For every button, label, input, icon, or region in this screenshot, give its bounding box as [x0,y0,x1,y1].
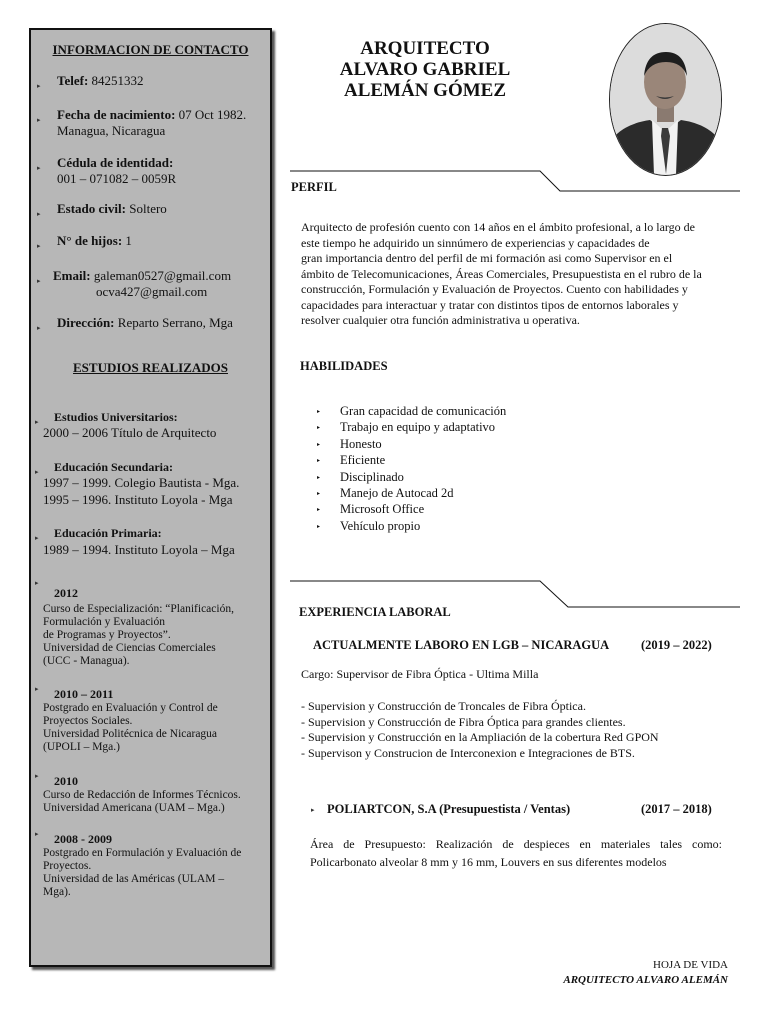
job1-tasks [301,699,659,761]
children-item: N° de hijos: 1 [57,233,132,248]
footer-name: ARQUITECTO ALVARO ALEMÁN [563,974,728,986]
list-item: - Supervision y Construcción en la Ampliación de la cobertura Red GPON [301,730,659,744]
id-item: Cédula de identidad: 001 – 071082 – 0059R [57,155,177,186]
job1-years: (2019 – 2022) [641,638,712,652]
bullet-icon: ▸ [35,685,39,693]
job1-role: Cargo: Supervisor de Fibra Óptica - Ultima Milla [301,667,539,681]
civil-item: Estado civil: Soltero [57,201,167,216]
bullet-icon: ▸ [35,830,39,838]
course-year: 2010 [54,774,78,788]
bullet-icon: ▸ [37,116,41,124]
list-item: ▸ Gran capacidad de comunicación [317,403,506,419]
experience-heading: EXPERIENCIA LABORAL [299,605,451,619]
course-details: Postgrado en Formulación y Evaluación de Proyectos. Universidad de las Américas (ULAM – Mga). [43,847,242,898]
bullet-icon: ▸ [35,579,39,587]
job2-line-2: Policarbonato alveolar 8 mm y 16 mm, Louvers en sus diferentes modelos [310,855,667,869]
uni-label: Estudios Universitarios: [54,410,178,424]
address-item: Dirección: Reparto Serrano, Mga [57,315,233,330]
bullet-icon: ▸ [35,534,39,542]
prim-label: Educación Primaria: [54,526,162,540]
email-item: Email: galeman0527@gmail.com [53,268,232,283]
uni-value: 2000 – 2006 Título de Arquitecto [43,425,217,440]
course-details: Postgrado en Evaluación y Control de Proyectos Sociales. Universidad Politécnica de Nicaragua (UPOLI – Mga.) [43,702,218,753]
profile-text: Arquitecto de profesión cuento con 14 años en el ámbito profesional, a lo largo de este tiempo he adquirido un sinnúmero de experiencias y capacidades de gran importancia dentro del perfil de mi formación asi como Supervisor en el ámbito de Telecomunicaciones, Áreas Comerciales, Presupuestista en el rubro de la construcción, Formulación y Evaluación de Proyectos. Cuento con habilidades y capacidades para interactuar y tratar con distintos tipos de entornos laborales y resolver cualquier otra función administrativa u operativa. [301,220,702,327]
list-item: ▸ Disciplinado [317,469,506,485]
job1-title: ACTUALMENTE LABORO EN LGB – NICARAGUA [313,638,610,652]
list-item: ▸ Manejo de Autocad 2d [317,485,506,501]
list-item: - Supervision y Construcción de Fibra Óptica para grandes clientes. [301,714,626,729]
phone-value: 84251332 [91,73,144,88]
skills-list [317,403,506,534]
course-year: 2010 – 2011 [54,687,114,701]
list-item: ▸ Vehículo propio [317,518,506,534]
course-year: 2012 [54,586,78,600]
profile-divider [290,168,740,198]
bullet-icon: ▸ [37,82,41,90]
name-title: ARQUITECTO ALVARO GABRIEL ALEMÁN GÓMEZ [339,38,511,101]
footer-label: HOJA DE VIDA [653,959,728,971]
list-item: ▸ Honesto [317,436,506,452]
person-portrait-icon [610,24,721,175]
birth-item: Fecha de nacimiento: 07 Oct 1982. Managua, Nicaragua [57,107,247,138]
prim-value: 1989 – 1994. Instituto Loyola – Mga [43,542,235,557]
course-details: Curso de Redacción de Informes Técnicos. Universidad Americana (UAM – Mga.) [43,789,241,814]
sec-label: Educación Secundaria: [54,460,174,474]
bullet-icon: ▸ [37,164,41,172]
bullet-icon: ▸ [35,418,39,426]
bullet-icon: ▸ [37,277,41,285]
bullet-icon: ▸ [37,242,41,250]
bullet-icon: ▸ [37,210,41,218]
list-item: ▸ Microsoft Office [317,501,506,517]
sec-line-2: 1995 – 1996. Instituto Loyola - Mga [43,492,233,507]
list-item: ▸ Eficiente [317,452,506,468]
job2-line-1: Área de Presupuesto: Realización de despieces en materiales tales como: [310,837,722,851]
profile-heading: PERFIL [291,180,337,194]
list-item: - Supervison y Construcion de Interconexion e Integraciones de BTS. [301,745,635,760]
bullet-icon: ▸ [35,772,39,780]
bullet-icon: ▸ [311,806,315,814]
job2-years: (2017 – 2018) [641,802,712,816]
email-value-2: ocva427@gmail.com [96,284,208,299]
phone-item: Telef: 84251332 [57,73,144,88]
email-value-1: galeman0527@gmail.com [93,268,232,283]
sec-line-1: 1997 – 1999. Colegio Bautista - Mga. [43,475,240,490]
studies-heading: ESTUDIOS REALIZADOS [73,360,228,375]
course-year: 2008 - 2009 [54,832,112,846]
profile-photo [609,23,722,176]
contact-sidebar [29,28,272,967]
job2-title: POLIARTCON, S.A (Presupuestista / Ventas) [327,802,571,816]
list-item: ▸ Trabajo en equipo y adaptativo [317,419,506,435]
list-item: - Supervision y Construcción de Troncales de Fibra Óptica. [301,699,586,713]
course-details: Curso de Especialización: “Planificación, Formulación y Evaluación de Programas y Proyectos”. Universidad de Ciencias Comerciales (UCC - Managua). [43,603,234,667]
footer [563,958,728,988]
bullet-icon: ▸ [35,468,39,476]
bullet-icon: ▸ [37,324,41,332]
skills-heading: HABILIDADES [300,359,388,373]
contact-heading: INFORMACION DE CONTACTO [52,42,249,57]
